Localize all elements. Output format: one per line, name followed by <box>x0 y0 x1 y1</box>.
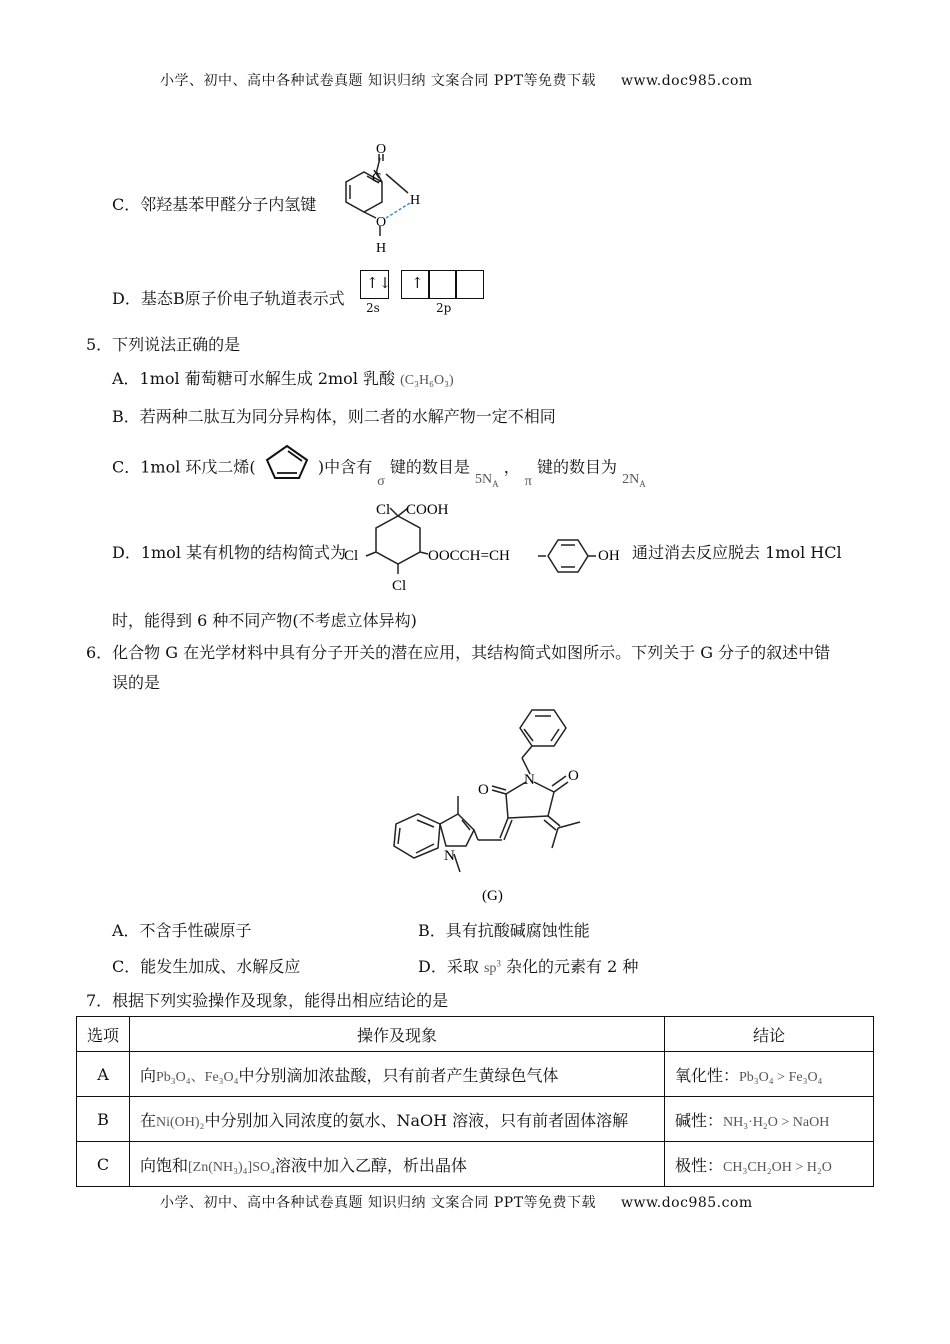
q5-5na <box>475 472 499 487</box>
row-operation <box>130 1142 665 1187</box>
q5-option-c <box>112 454 646 489</box>
op-b: 溶液中加入乙醇，析出晶体 <box>274 1155 467 1175</box>
compound-g-label: (G) <box>482 888 503 904</box>
orbital-2s-arrows: ↑↓ <box>366 274 392 292</box>
q6-option-b: B．具有抗酸碱腐蚀性能 <box>418 921 590 940</box>
q5-2na-sub: A <box>639 478 646 489</box>
q7-table <box>76 1016 874 1187</box>
orbital-box-2s <box>360 270 392 299</box>
atom-o-left: O <box>478 782 489 798</box>
header-site[interactable]: www.doc985.com <box>620 73 753 89</box>
q6-stem-line2: 误的是 <box>112 673 161 692</box>
con-a: 氧化性： <box>675 1065 740 1085</box>
pi-symbol: π <box>524 473 532 489</box>
row-conclusion <box>665 1052 874 1097</box>
compound-g-structure <box>382 696 602 906</box>
q5-5na-sub: A <box>492 478 499 489</box>
table-row <box>77 1052 874 1097</box>
orbital-label-2s: 2s <box>366 301 380 315</box>
con-a: 极性： <box>675 1155 724 1175</box>
op-a: 在 <box>140 1110 157 1130</box>
q5-option-a-text: A．1mol 葡萄糖可水解生成 2mol 乳酸 <box>112 369 396 388</box>
sigma-symbol: σ <box>377 473 385 489</box>
table-header-row <box>77 1017 874 1052</box>
table-row <box>77 1142 874 1187</box>
q5-option-b: B．若两种二肽互为同分异构体，则二者的水解产物一定不相同 <box>112 407 556 426</box>
q6-stem-line1: 6．化合物 G 在光学材料中具有分子开关的潜在应用，其结构简式如图所示。下列关于 G 分子的叙述中错 <box>86 643 831 662</box>
q6-option-a: A．不含手性碳原子 <box>112 921 252 940</box>
atom-h-right: H <box>410 193 421 208</box>
header-option: 选项 <box>77 1017 130 1052</box>
q5-option-c-sep: ， <box>503 457 520 477</box>
orbital-2p-arrow: ↑ <box>411 274 424 292</box>
page-header <box>160 70 753 90</box>
footer-site[interactable]: www.doc985.com <box>620 1195 753 1211</box>
header-operation: 操作及现象 <box>130 1017 665 1052</box>
atom-oh: OH <box>598 548 620 564</box>
atom-cl-left: Cl <box>344 548 359 564</box>
atom-n-imide: N <box>524 772 535 788</box>
row-conclusion <box>665 1097 874 1142</box>
chlorinated-ester-structure <box>342 498 632 598</box>
q6-option-c: C．能发生加成、水解反应 <box>112 957 301 976</box>
q5-option-c-a: C．1mol 环戊二烯( <box>112 457 256 477</box>
q5-option-a-formula: (C₃H₆O₃) <box>400 373 454 388</box>
q5-option-c-d: 键的数目为 <box>536 457 617 477</box>
op-a: 向饱和 <box>140 1155 189 1175</box>
q5-option-a <box>112 366 454 389</box>
footer-text: 小学、初中、高中各种试卷真题 知识归纳 文案合同 PPT等免费下载 <box>160 1195 597 1211</box>
page-footer <box>160 1192 753 1212</box>
cyclopentadiene-icon <box>261 442 313 482</box>
header-conclusion: 结论 <box>665 1017 874 1052</box>
q6-sp-text: sp <box>483 961 497 976</box>
con-chem: NH₃·H₂O > NaOH <box>723 1114 830 1130</box>
q5-2na <box>622 472 646 487</box>
q5-option-d: D．1mol 某有机物的结构简式为 <box>112 543 347 562</box>
atom-c: C <box>372 171 382 186</box>
q5-2na-main: 2N <box>622 471 640 487</box>
row-option: A <box>77 1052 130 1097</box>
row-conclusion <box>665 1142 874 1187</box>
op-chem: Pb₃O₄、Fe₃O₄ <box>156 1069 239 1085</box>
q5-option-d-cont: 时，能得到 6 种不同产物(不考虑立体异构) <box>112 611 417 630</box>
hydrogen-bond-line <box>386 203 410 218</box>
q5-stem: 5．下列说法正确的是 <box>86 335 241 354</box>
q5-option-c-c: 键的数目是 <box>389 457 470 477</box>
atom-cooh: COOH <box>406 502 449 518</box>
q4-option-c: C．邻羟基苯甲醛分子内氢键 <box>112 195 317 214</box>
atom-h-low: H <box>376 241 387 256</box>
q6-option-d-a: D．采取 <box>418 957 479 976</box>
op-b: 中分别加入同浓度的氨水、NaOH 溶液，只有前者固体溶解 <box>204 1110 629 1130</box>
con-chem: Pb₃O₄ > Fe₃O₄ <box>739 1069 823 1085</box>
table-row <box>77 1097 874 1142</box>
q6-option-d-b: 杂化的元素有 2 种 <box>505 957 639 976</box>
op-chem: [Zn(NH₃)₄]SO₄ <box>188 1159 275 1175</box>
op-b: 中分别滴加浓盐酸，只有前者产生黄绿色气体 <box>238 1065 559 1085</box>
atom-o-top: O <box>376 142 387 157</box>
row-operation <box>130 1097 665 1142</box>
orbital-box-2p-1 <box>401 270 430 299</box>
atom-cl-top: Cl <box>376 502 391 518</box>
con-a: 碱性： <box>675 1110 724 1130</box>
orbital-box-2p-3 <box>455 270 484 299</box>
orbital-label-2p: 2p <box>436 301 452 315</box>
q7-stem: 7．根据下列实验操作及现象，能得出相应结论的是 <box>86 991 449 1010</box>
q4-option-d: D．基态B原子价电子轨道表示式 <box>112 289 345 308</box>
chain-text: OOCCH=CH <box>428 548 510 564</box>
header-text: 小学、初中、高中各种试卷真题 知识归纳 文案合同 PPT等免费下载 <box>160 73 597 89</box>
orbital-box-2p-2 <box>428 270 457 299</box>
op-chem: Ni(OH)₂ <box>156 1114 205 1130</box>
row-option: C <box>77 1142 130 1187</box>
atom-o-low: O <box>376 215 387 230</box>
con-chem: CH₃CH₂OH > H₂O <box>723 1159 832 1175</box>
q5-option-c-b: )中含有 <box>317 457 373 477</box>
op-a: 向 <box>140 1065 157 1085</box>
q5-option-d-tail: 通过消去反应脱去 1mol HCl <box>632 543 842 562</box>
q5-5na-main: 5N <box>474 471 493 487</box>
q6-option-d <box>418 954 638 977</box>
row-option: B <box>77 1097 130 1142</box>
atom-n-indole: N <box>444 848 455 864</box>
q6-sp-sup: 3 <box>496 958 501 969</box>
row-operation <box>130 1052 665 1097</box>
atom-cl-bottom: Cl <box>392 578 407 594</box>
q6-option-d-sp <box>483 958 501 976</box>
atom-o-right: O <box>568 768 579 784</box>
salicylaldehyde-structure <box>322 138 432 258</box>
